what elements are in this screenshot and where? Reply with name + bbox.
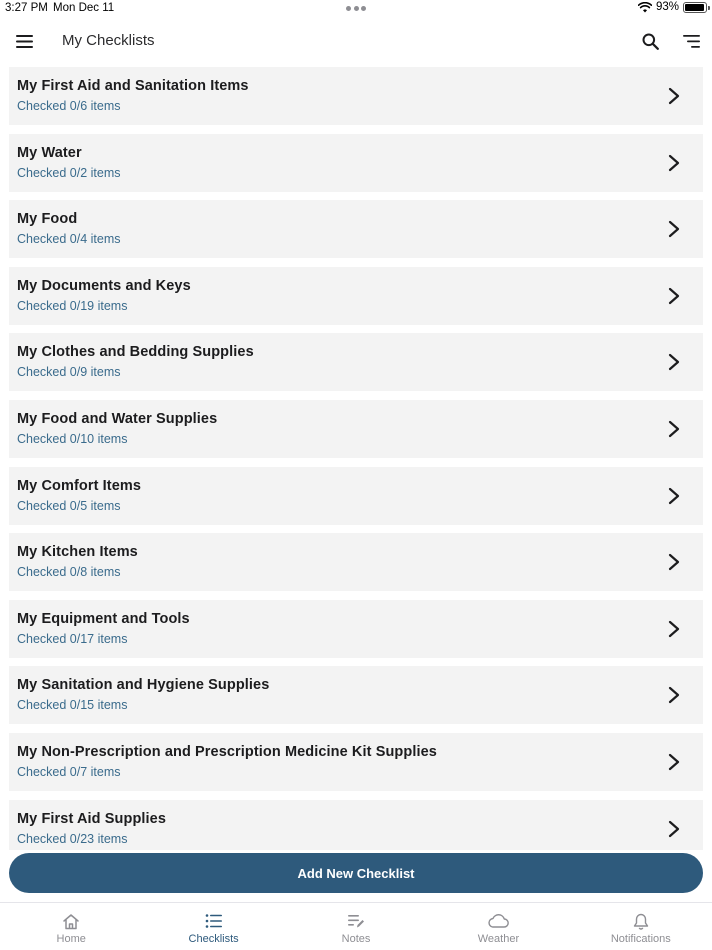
checklist-row[interactable] [9, 267, 703, 325]
checklist-row[interactable] [9, 333, 703, 391]
checklist-progress: Checked 0/5 items [17, 498, 121, 513]
battery-icon [683, 2, 707, 13]
checklist-list[interactable] [9, 67, 703, 850]
checklist-title: My Water [17, 144, 82, 161]
tab-notifications[interactable] [570, 903, 712, 950]
wifi-icon [638, 2, 652, 13]
checklist-title: My Documents and Keys [17, 277, 191, 294]
checklist-row[interactable] [9, 67, 703, 125]
checklist-row[interactable] [9, 600, 703, 658]
checklist-title: My Kitchen Items [17, 544, 138, 561]
battery-percent: 93% [655, 1, 679, 13]
checklist-progress: Checked 0/6 items [17, 99, 121, 113]
tab-bar [0, 902, 712, 950]
checklist-progress: Checked 0/4 items [17, 232, 121, 247]
page-title: My Checklists [62, 32, 155, 49]
filter-icon [683, 35, 700, 48]
checklist-row[interactable] [9, 134, 703, 192]
checklist-row[interactable] [9, 467, 703, 525]
checklist-title: My Food [17, 211, 78, 228]
home-icon [60, 911, 82, 931]
tab-label: Notes [341, 933, 371, 945]
hamburger-icon [16, 35, 33, 48]
checklist-progress: Checked 0/15 items [17, 698, 128, 713]
tab-home[interactable] [0, 903, 142, 950]
chevron-right-icon [665, 419, 683, 439]
add-new-checklist-button[interactable]: Add New Checklist [9, 853, 703, 893]
cloud-icon [487, 911, 509, 931]
navigation-bar [0, 18, 712, 64]
status-indicators [638, 1, 707, 13]
chevron-right-icon [665, 619, 683, 639]
chevron-right-icon [665, 819, 683, 839]
tab-label: Notifications [610, 933, 671, 945]
chevron-right-icon [665, 352, 683, 372]
search-icon [642, 33, 659, 50]
checklist-row[interactable] [9, 666, 703, 724]
checklist-row[interactable] [9, 733, 703, 791]
notes-icon [345, 911, 367, 931]
checklist-progress: Checked 0/17 items [17, 631, 128, 646]
chevron-right-icon [665, 552, 683, 572]
checklist-title: My First Aid and Sanitation Items [17, 78, 249, 94]
checklist-title: My Sanitation and Hygiene Supplies [17, 677, 270, 694]
checklist-progress: Checked 0/9 items [17, 365, 121, 380]
status-date: Mon Dec 11 [53, 2, 115, 14]
checklist-progress: Checked 0/7 items [17, 764, 121, 779]
filter-button[interactable] [679, 30, 703, 52]
status-bar [0, 0, 712, 18]
multitasking-dots-icon[interactable] [346, 6, 366, 12]
status-time: 3:27 PM [5, 2, 48, 14]
tab-label: Checklists [188, 933, 239, 945]
hamburger-menu-button[interactable] [12, 30, 36, 52]
checklist-progress: Checked 0/2 items [17, 165, 121, 180]
checklist-icon [203, 911, 225, 931]
chevron-right-icon [665, 86, 683, 106]
checklist-progress: Checked 0/10 items [17, 431, 128, 446]
checklist-title: My Equipment and Tools [17, 610, 190, 627]
chevron-right-icon [665, 219, 683, 239]
bell-icon [630, 911, 652, 931]
checklist-row[interactable] [9, 800, 703, 850]
checklist-row[interactable] [9, 533, 703, 591]
checklist-title: My Comfort Items [17, 477, 142, 494]
chevron-right-icon [665, 752, 683, 772]
chevron-right-icon [665, 685, 683, 705]
tab-label: Weather [477, 933, 520, 945]
checklist-title: My Clothes and Bedding Supplies [17, 344, 254, 361]
chevron-right-icon [665, 286, 683, 306]
checklist-row[interactable] [9, 400, 703, 458]
tab-notes[interactable] [285, 903, 427, 950]
chevron-right-icon [665, 486, 683, 506]
checklist-title: My Food and Water Supplies [17, 410, 218, 427]
tab-checklists[interactable] [142, 903, 284, 950]
search-button[interactable] [638, 30, 662, 52]
checklist-progress: Checked 0/23 items [17, 831, 128, 846]
checklist-title: My First Aid Supplies [17, 810, 166, 827]
checklist-progress: Checked 0/19 items [17, 298, 128, 313]
checklist-title: My Non-Prescription and Prescription Medicine Kit Supplies [17, 743, 437, 760]
battery-fill [685, 4, 704, 11]
chevron-right-icon [665, 153, 683, 173]
checklist-row[interactable] [9, 200, 703, 258]
checklist-progress: Checked 0/8 items [17, 565, 121, 580]
tab-label: Home [56, 933, 86, 945]
tab-weather[interactable] [427, 903, 569, 950]
